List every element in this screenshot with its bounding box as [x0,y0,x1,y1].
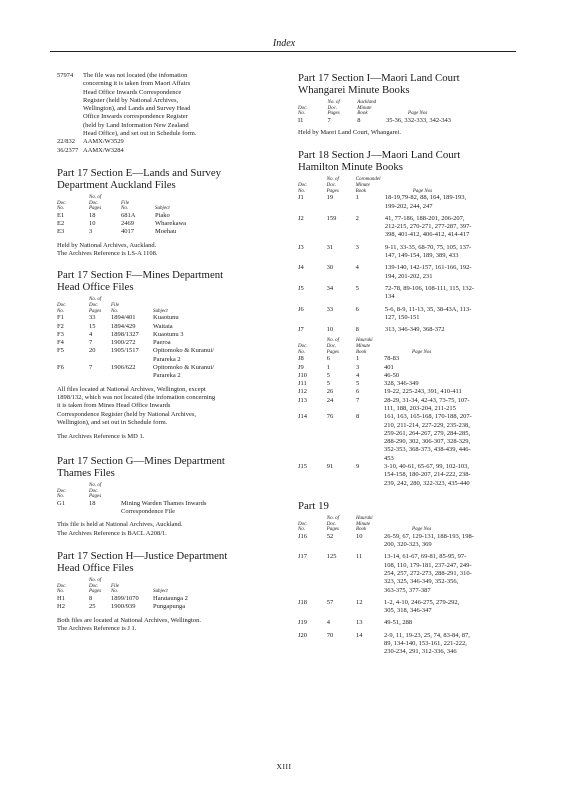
page-nos-line: 161, 163, 165-168, 170-188, 207- [384,413,472,421]
text-line: Register (held by National Archives, [83,96,179,104]
doc-no-cell: J3 [298,243,304,251]
page-nos-cell [384,397,530,414]
text-line: concerning it is taken from Maori Affairs [83,80,191,88]
minute-book-cell: 5 [355,284,359,292]
pages-cell: 31 [326,243,334,251]
table-row: G1 18 Mining Warden Thames Inwards Correspondence File [57,499,207,516]
table-row [298,244,530,261]
table-row: F4 7 1900/272 Paeroa [57,339,171,347]
table-row [298,553,530,594]
doc-no-cell: J15 [298,463,308,471]
page-nos-cell [384,388,530,396]
table-header-row [57,195,275,212]
page-nos-line: 89, 134-140, 153-161, 221-222, [384,640,467,647]
doc-no-cell: J1 [298,194,304,202]
pages-cell: 52 [326,532,334,540]
table-row: H1 8 1899/1070 Harataunga 2 [57,595,188,603]
page-nos-line: 313, 346-349, 368-372 [384,326,445,334]
text-line: Head Office), and set out in Schedule form. [83,130,197,138]
file-no-header: File No. [111,583,120,595]
doc-no-cell: J6 [298,305,304,313]
page-nos-cell [384,355,530,363]
pages-cell: 24 [326,396,334,404]
page-nos-cell [384,533,530,550]
pages-header: No. of Doc. Pages [89,578,102,595]
page-nos-cell [384,599,530,616]
doc-no-cell: J2 [298,214,304,222]
section-f-table [57,297,273,380]
text-line: Wellington), and Lands and Survey Head [83,105,191,113]
left-column [57,72,283,633]
minute-book-cell: 4 [355,264,359,272]
section-j-heading [298,149,530,173]
page-nos-line: 26-59, 67, 129-131, 188-193, 198- [384,532,474,540]
minute-book-cell: 2 [355,214,359,222]
pages-cell: 19 [326,194,334,202]
section-h-table [57,578,273,611]
minute-book-cell: 3 [355,363,360,371]
pages-cell: 33 [326,305,334,313]
section-h-heading [57,550,283,574]
table-header-row [57,483,271,500]
heading-line: Part 18 Section J—Maori Land Court [298,149,461,162]
table-row: F1 33 1894/401 Kuaotunu [57,314,179,322]
pages-cell: 5 [326,380,331,388]
minute-book-cell: 1 [355,194,359,202]
page-nos-cell [385,285,530,302]
page-nos-line: 108, 110, 179-181, 237-247, 249- [384,561,472,569]
page-nos-line: 398, 401-412, 406-412, 414-417 [384,231,470,239]
pages-cell: 26 [326,388,334,396]
doc-no-cell: J8 [298,355,304,363]
table-row [57,147,261,155]
table-row [298,306,530,323]
pages-cell: 1 [326,363,331,371]
section-g-note: This file is held at National Archives, Auckland. [57,521,183,529]
table-row [298,463,530,488]
pages-cell: 76 [326,413,334,421]
subject-header: Subject [155,206,170,212]
minute-book-cell: 10 [355,532,363,540]
doc-no-cell: J7 [298,326,304,334]
minute-book-cell: 3 [355,243,359,251]
page-nos-cell [384,632,530,657]
intro-reference-table [57,72,261,155]
page-nos-line: 210, 211-214, 227-229, 235-238, [384,421,470,429]
table-row: F2 15 1894/429 Waitaia [57,322,173,330]
doc-no-cell: J16 [298,532,308,540]
doc-no-cell: J17 [298,553,308,561]
heading-line: Part 17 Section G—Mines Department [57,455,225,468]
minute-book-cell: 7 [355,396,360,404]
part-19-table [298,516,530,661]
heading-line: Part 17 Section E—Lands and Survey [57,166,222,179]
page-nos-line: 127, 150-151 [384,313,420,321]
page-nos-line: 2-9, 11, 19-23, 25, 74, 83-84, 87, [384,631,470,639]
section-e-heading [57,167,283,191]
table-row [298,397,530,414]
page-nos-header: Page Nos [412,349,432,355]
text-line: (held by Land Information New Zealand [83,121,189,129]
section-g-heading [57,455,283,479]
heading-line: Part 17 Section H—Justice Department [57,550,228,563]
page-nos-cell [385,264,530,281]
table-row [298,264,530,281]
table-row [298,285,530,302]
minute-book-header: Hauraki Minute Book [355,515,373,533]
table-row [298,388,530,396]
page-number: XIII [276,762,292,771]
section-e-table [57,195,275,237]
minute-book-cell: 8 [355,326,359,334]
minute-book-header: Auckland Minute Book [357,100,377,117]
text-line: Office Inwards correspondence Register [83,113,188,121]
page-nos-line: 199-202, 244, 247 [384,202,433,210]
pages-cell: 4 [326,619,331,627]
page-nos-cell [384,372,530,380]
table-row [298,372,530,380]
section-e-archives-ref: The Archives Reference is LS-A 1108. [57,250,158,258]
doc-no-cell: J13 [298,396,308,404]
section-f-note: All files located at National Archives, Wellington, except 1898/132, which was not located (the infomation concerning it is taken from Mines Head Office Inwards Correspondence Register (held by National Archives, Wellington), and set out in Schedule form. [57,385,216,427]
page-nos-line: 259-261, 264-267, 279, 284-285, [384,429,471,437]
page-nos-line: 49-51, 288 [384,619,413,627]
table-row: E3 3 4017 Moehau [57,228,177,236]
page-nos-line: 72-78, 89-106, 108-111, 115, 132- [384,284,475,292]
page-nos-cell [384,463,530,488]
right-column [298,72,530,661]
section-f-heading [57,269,283,293]
table-row [298,326,530,334]
file-no-header: File No. [121,200,130,212]
doc-no-cell: J11 [298,380,307,388]
pages-cell: 70 [326,631,334,639]
table-header-row [298,177,530,194]
page-nos-line: 453 [384,454,394,462]
pages-header: No. of Doc. Pages [89,483,102,500]
pages-cell: 125 [326,553,337,561]
subject-header: Subject [153,589,168,595]
page-nos-line: 328, 346-349 [384,380,419,388]
pages-cell: 30 [326,264,334,272]
heading-line: Head Office Files [57,562,134,575]
file-no-header: File No. [111,303,120,314]
page-nos-line: 18-19,79-82, 88, 164, 189-193, [384,194,467,202]
page-nos-line: 111, 188, 203-204, 211-215 [384,404,456,412]
page-nos-line: 9-11, 33-35, 68-70, 75, 105, 137- [384,243,472,251]
minute-book-cell: 8 [355,413,360,421]
pages-cell: 5 [326,371,331,379]
page-nos-cell [384,553,530,594]
pages-cell: 10 [326,326,334,334]
table-header-row [298,338,530,355]
heading-line: Thames Files [57,467,115,480]
minute-book-cell: 4 [355,371,360,379]
doc-no-cell: J14 [298,413,308,421]
doc-no-header: Doc. No. [57,488,67,500]
minute-book-cell: 5 [355,380,360,388]
pages-header: No. of Doc. Pages [89,297,102,314]
table-row: F3 4 1898/1327 Kuaotunu 3 [57,330,184,338]
section-h-archives-ref: The Archives Reference is J 1. [57,625,137,633]
table-row: E2 10 2469 Wharekawa [57,220,187,228]
page-nos-line: 13-14, 61-67, 69-81, 85-95, 97- [384,553,467,561]
reference-text: AAMX/W3284 [83,146,124,154]
section-g-archives-ref: The Archives Reference is BACL A208/1. [57,529,167,537]
table-header-row [298,516,530,533]
page-nos-line: 401 [384,363,394,371]
section-i-table [298,100,530,125]
pages-header: No. of Doc. Pages [327,100,340,117]
doc-no-cell: J4 [298,264,304,272]
table-header-row [57,297,273,314]
section-i-note: Held by Maori Land Court, Whangarei. [298,129,401,137]
row-spacer [298,657,530,661]
minute-book-cell: 9 [355,463,360,471]
doc-no-header: Doc. No. [57,200,67,212]
pages-header: No. of Doc. Pages [326,338,340,355]
page-nos-line: 1-2, 4-10, 246-275, 279-292, [384,598,460,606]
page-nos-line: 352-353, 368-373, 438-439, 446- [384,446,471,454]
reference-text [83,72,261,138]
minute-book-header: Hauraki Minute Book [355,338,373,355]
pages-cell: 34 [326,284,334,292]
pages-header: No. of Doc. Pages [326,515,340,533]
page-nos-line: 5-6, 8-9, 11-13, 35, 38-43A, 113- [384,305,472,313]
minute-book-cell: 6 [355,305,359,313]
table-row: H2 25 1900/939 Pungapunga [57,603,186,611]
doc-no-header: Doc. No. [298,344,308,355]
doc-no-cell: J19 [298,619,308,627]
section-j-hauraki-table [298,338,530,488]
table-row [298,599,530,616]
doc-no-header: Doc. No. [298,183,308,194]
page-nos-line: 363-375, 377-387 [384,586,431,594]
section-f-archives-ref: The Archives Reference is MD 1. [57,432,145,440]
page-nos-cell [385,244,530,261]
pages-cell: 6 [326,355,331,363]
section-i-heading [298,72,530,96]
heading-line: Whangarei Minute Books [298,84,410,96]
pages-cell: 57 [326,598,334,606]
page-nos-line: 194, 201-202, 231 [384,272,433,280]
minute-book-cell: 12 [355,598,363,606]
table-header-row [298,100,530,117]
table-row [298,632,530,657]
heading-line: Head Office Files [57,281,134,294]
doc-no-cell: J18 [298,598,308,606]
section-e-note: Held by National Archives, Auckland. [57,241,157,249]
page-nos-header: Page Nos [412,527,432,533]
subject-header: Subject [153,308,168,314]
minute-book-cell: 11 [355,553,363,561]
page-nos-cell [384,413,530,463]
page-nos-cell [384,380,530,388]
table-row [57,72,261,138]
table-row [298,215,530,240]
doc-no-cell: J9 [298,363,304,371]
page-nos-line: 139-140, 142-157, 161-166, 192- [384,264,472,272]
pages-cell: 159 [326,214,337,222]
table-row [298,619,530,627]
table-row: F5 20 1905/1517 Opitomoko & Kuranui/ Parareka 2 [57,347,215,363]
doc-no-cell: J10 [298,371,308,379]
page-nos-line: 154-158, 180-207, 214-222, 238- [384,471,471,479]
page-nos-line: 200, 320-323, 369 [384,541,432,549]
reference-text: AAMX/W3529 [83,138,124,146]
header-rule [50,51,516,52]
heading-line: Part 17 Section F—Mines Department [57,269,224,282]
table-row: E1 18 681A Piako [57,211,170,219]
page-nos-cell [385,215,530,240]
page-nos-line: 230-234, 291, 312-336, 346 [384,648,457,656]
doc-no-header: Doc. No. [298,521,308,533]
table-row [298,355,530,363]
page-nos-line: 147, 149-154, 189, 389, 433 [384,252,459,260]
table-row [298,413,530,463]
pages-header: No. of Doc. Pages [326,177,339,194]
minute-book-header: Coromandel Minute Book [355,177,381,194]
page-nos-line: 288-290, 302, 306-307, 328-329, [384,438,471,446]
heading-line: Department Auckland Files [57,178,176,191]
doc-no-header: Doc. No. [57,303,67,314]
page-nos-line: 3-10, 40-61, 65-67, 99, 102-103, [384,463,470,471]
page-nos-line: 46-50 [384,371,400,379]
page-nos-cell [384,619,530,627]
pages-header: No. of Doc. Pages [89,194,102,212]
page-nos-line: 41, 77-186, 188-201, 206-207, [384,214,465,222]
table-row [298,380,530,388]
reference-number: 57974 [57,72,74,79]
reference-number: 36/2377 [57,146,79,154]
page-nos-cell [385,194,530,211]
text-line: The file was not located (the infomation [83,72,188,79]
page-nos-line: 305, 318, 346-347 [384,607,432,615]
doc-no-header: Doc. No. [298,105,308,117]
page-nos-cell [385,326,530,334]
section-g-table [57,483,271,516]
page-nos-line: 323, 325, 346-349, 352-356, [384,578,459,586]
page-nos-header: Page Nos [412,188,433,194]
heading-line: Part 17 Section I—Maori Land Court [298,72,460,84]
section-h-note: Both files are located at National Archives, Wellington. [57,616,201,624]
minute-book-cell: 6 [355,388,360,396]
minute-book-cell: 1 [355,355,360,363]
table-row [57,138,261,146]
table-header-row [57,578,273,595]
text-line: Head Office Inwards Correspondence [83,88,182,96]
page-nos-line: 19-22, 225-243, 391, 410-411 [384,388,462,396]
minute-book-cell: 14 [355,631,363,639]
doc-no-cell: J12 [298,388,308,396]
doc-no-header: Doc. No. [57,583,67,595]
page-nos-line: 134 [384,293,395,301]
page-nos-line: 239, 242, 280, 322-323, 435-440 [384,479,470,487]
page-nos-cell [385,306,530,323]
section-j-table [298,177,530,338]
table-row [298,533,530,550]
running-head: Index [272,38,296,49]
doc-no-cell: J20 [298,631,308,639]
page-nos-line: 28-29, 31-34, 42-43, 73-75, 107- [384,396,470,404]
page-nos-line: 78-83 [384,355,400,363]
pages-cell: 91 [326,463,334,471]
doc-no-cell: J5 [298,284,304,292]
page-nos-line: 212-215, 270-271, 277-287, 397- [384,223,472,231]
table-row: I1 7 8 35-36, 332-333, 342-343 [298,116,452,124]
part-19-heading: Part 19 [298,499,329,512]
heading-line: Hamilton Minute Books [298,161,403,174]
table-row [298,194,530,211]
page-nos-line: 254, 257, 272-273, 288-291, 310- [384,569,472,577]
reference-number: 22/832 [57,138,76,146]
table-row: F6 7 1906/622 Opitomoko & Kuranui/ Parareka 2 [57,364,215,380]
table-row [298,364,530,372]
minute-book-cell: 13 [355,619,363,627]
page-nos-cell [384,364,530,372]
page-nos-header: Page Nos [408,111,428,117]
